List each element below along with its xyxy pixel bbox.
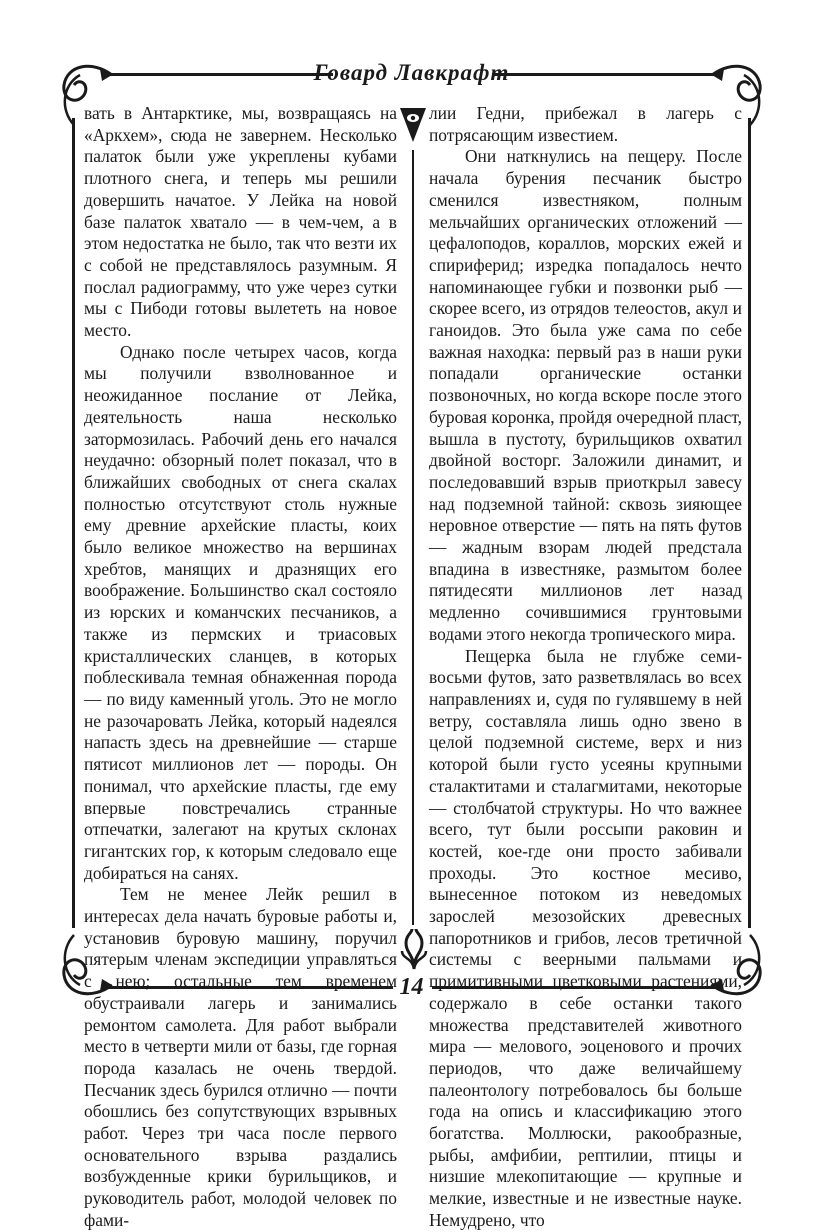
right-paragraph-3: Пещерка была не глубже семи-восьми футов, зато разветвлялась во всех направлениях и, судя по гулявшему в ней ветру, составляла лишь одно звено в целой подземной системе, верх и низ которой были густо усеяны крупными сталактитами и сталагмитами, некоторые — столбчатой структуры. Но что важнее всего, тут были россыпи раковин и костей, кое-где они просто забивали проходы. Это костное месиво, вынесенное потоком из неведомых зарослей мезозойских древесных папоротников и грибов, лесов третичной системы с веерными пальмами и примитивными цветковыми растениями, содержало в себе останки такого множества представителей животного мира — мелового, эоценового и прочих периодов, что даже величайшему палеонтологу потребовалось бы больше года на опись и классификацию этого богатства. Моллюски, ракообразные, рыбы, амфибии, рептилии, птицы и низшие млекопитающие — крупные и мелкие, известные и не известные науке. Немудрено, что: [429, 645, 742, 1230]
running-header: [0, 58, 823, 88]
frame-left-rule: [72, 118, 75, 928]
page-header-title: Говард Лавкрафт: [313, 60, 510, 85]
right-paragraph-1: лии Гедни, прибежал в лагерь с потрясающим известием.: [429, 103, 742, 145]
frame-right-rule: [748, 118, 751, 928]
left-paragraph-2: Однако после четырех часов, когда мы получили взволнованное и неожиданное послание от Лейка, деятельность наша несколько затормозилась. Рабочий день его начался неудачно: обзорный полет показал, что в ближайших свободных от снега скалах полностью отсутствуют столь нужные ему древние архейские пласты, коих было великое множество на вершинах хребтов, манящих и дразнящих его воображение. Большинство скал состояло из юрских и команчских песчаников, а также из пермских и триасовых кристаллических сланцев, в которых поблескивала темная обнаженная порода — по виду каменный уголь. Это не могло не разочаровать Лейка, который надеялся напасть здесь на древнейшие — старше пятисот миллионов лет — породы. Он понимал, что архейские пласты, где ему впервые повстречались странные отпечатки, залегают на крутых склонах гигантских гор, к которым следовало еще добираться на санях.: [84, 341, 397, 883]
page-number: 14: [399, 974, 424, 1000]
column-divider-rule: [412, 150, 414, 925]
tentacle-ornament-icon: [400, 925, 428, 970]
right-paragraph-2: Они наткнулись на пещеру. После начала бурения песчаник быстро сменился известняком, полным мельчайших органических отложений — цефалоподов, кораллов, морских ежей и спириферид; изредка попадалось нечто напоминающее губки и позвонки рыб — скорее всего, из отрядов телеостов, акул и ганоидов. Это была уже сама по себе важная находка: первый раз в наши руки попадали органические останки позвоночных, но когда вскоре после этого буровая коронка, пройдя очередной пласт, вышла в пустоту, бурильщиков охватил двойной восторг. Заложили динамит, и последовавший взрыв приоткрыл завесу над подземной тайной: сквозь зияющее неровное отверстие — пять на пять футов — жадным взорам людей предстала впадина в известняке, размытом более пятидесяти миллионов лет назад медленно сочившимися грунтовыми водами этого некогда тропического мира.: [429, 146, 742, 644]
left-paragraph-3: Тем не менее Лейк решил в интересах дела начать буровые работы и, установив буровую машину, поручил пятерым членам экспедиции управляться с нею; остальные тем временем обустраивали лагерь и занимались ремонтом самолета. Для работ выбрали место в четверти мили от базы, где горная порода казалась не очень твердой. Песчаник здесь бурился отлично — почти обошлись без сопутствующих взрывных работ. Через три часа после первого основательного взрыва раздались возбужденные крики бурильщиков, и руководитель работ, молодой человек по фами-: [84, 884, 397, 1230]
eye-triangle-ornament-icon: [398, 104, 428, 144]
left-text-column: [84, 103, 397, 1232]
left-paragraph-1: вать в Антарктике, мы, возвращаясь на «Аркхем», сюда не завернем. Несколько палаток были уже укреплены кубами плотного снега, и теперь мы решили довершить начатое. У Лейка на новой базе палаток хватало — в чем-чем, а в этом недостатка не было, так что везти их с собой не представлялось разумным. Я послал радиограмму, что уже через сутки мы с Пибоди готовы вылететь на новое место.: [84, 103, 397, 341]
right-text-column: [429, 103, 742, 1232]
